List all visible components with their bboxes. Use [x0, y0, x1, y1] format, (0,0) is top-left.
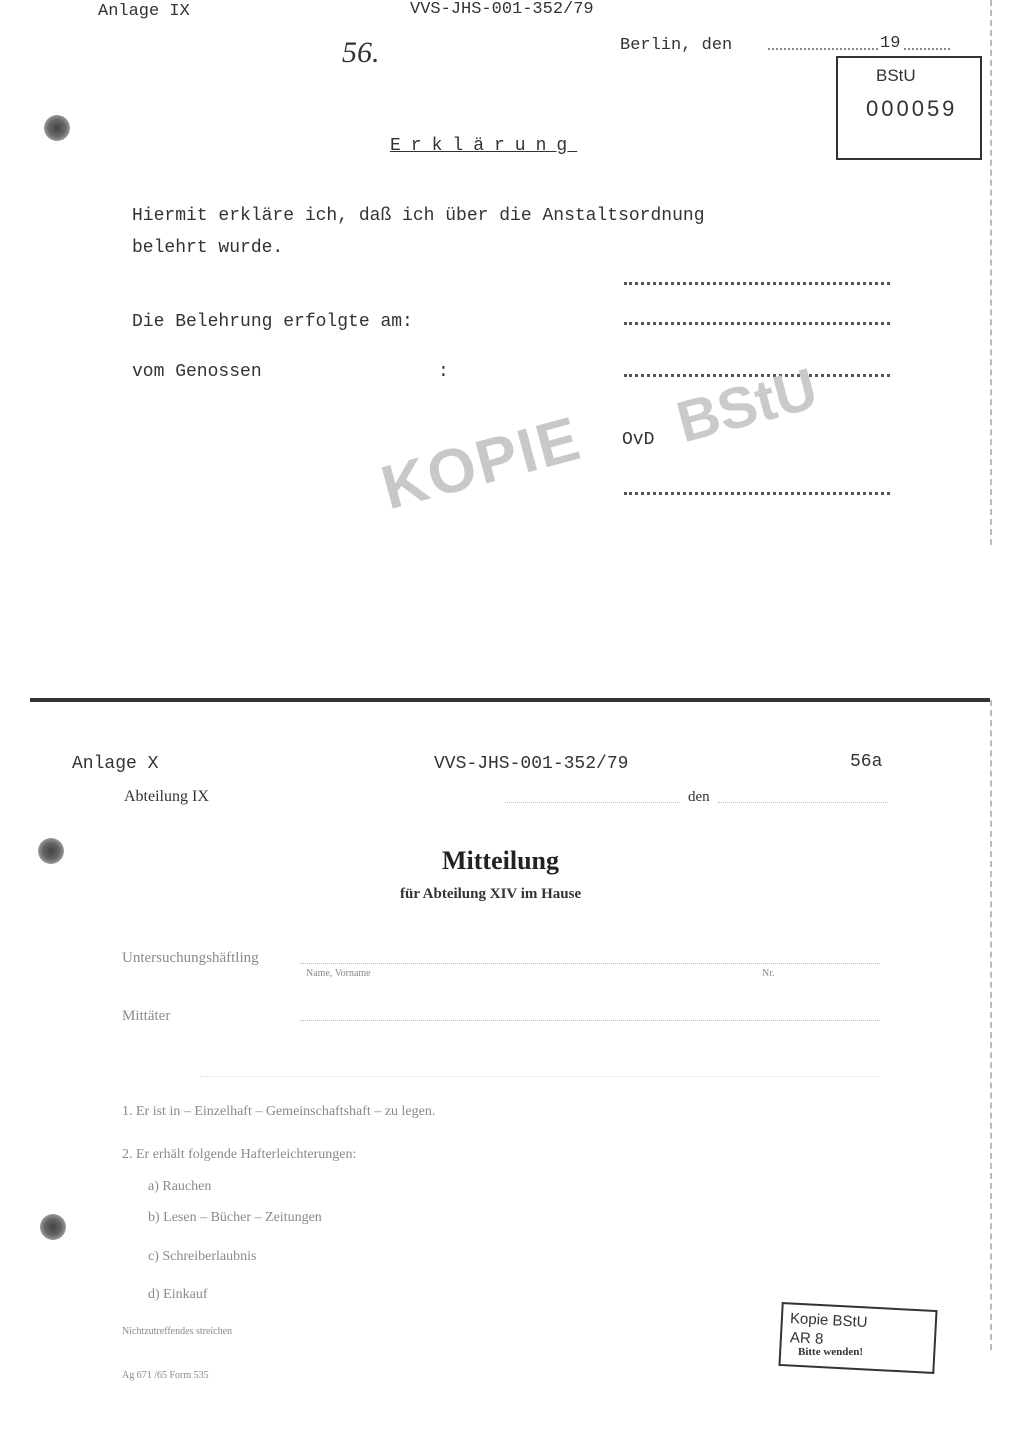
sub-item-b: b) Lesen – Bücher – Zeitungen: [148, 1210, 322, 1225]
form-code: Ag 671 /65 Form 535: [122, 1370, 209, 1381]
sub-item-c: c) Schreiberlaubnis: [148, 1249, 257, 1264]
item-2: 2. Er erhält folgende Hafterleichterungen:: [122, 1147, 357, 1162]
detainee-dotted-line: [300, 963, 880, 964]
accomplice-dotted-line: [300, 1020, 880, 1021]
signature-dotted-line: [624, 282, 890, 285]
field-comrade-colon: :: [438, 362, 449, 382]
accomplice-label: Mittäter: [122, 1008, 171, 1024]
top-body-line-2: belehrt wurde.: [132, 238, 284, 258]
top-place-date-label: Berlin, den: [620, 36, 733, 55]
item-1: 1. Er ist in – Einzelhaft – Gemeinschaftshaft – zu legen.: [122, 1104, 436, 1119]
top-reference-number: VVS-JHS-001-352/79: [410, 0, 594, 19]
accomplice-dotted-line-2: [200, 1076, 880, 1077]
footnote: Nichtzutreffendes streichen: [122, 1326, 233, 1337]
punch-hole-middle: [38, 838, 64, 864]
watermark-bstu: BStU: [670, 355, 824, 456]
sub-item-a: a) Rauchen: [148, 1179, 212, 1194]
top-date-year-dots: [904, 48, 950, 50]
field-date-dotted-line: [624, 322, 890, 325]
please-turn-note: Bitte wenden!: [798, 1346, 864, 1358]
top-date-year-fragment: 19: [880, 34, 901, 53]
name-caption: Name, Vorname: [306, 968, 371, 979]
bottom-den-label: den: [688, 789, 710, 805]
ovd-label: OvD: [622, 430, 655, 450]
detainee-label: Untersuchungshäftling: [122, 950, 259, 966]
page-separator-line: [30, 698, 990, 702]
archive-stamp-label: BStU: [876, 66, 916, 85]
top-date-dotted-line: [768, 48, 878, 50]
top-handwritten-page-number: 56.: [342, 36, 380, 69]
bottom-subtitle: für Abteilung XIV im Hause: [400, 886, 582, 902]
ovd-dotted-line: [624, 492, 890, 495]
archive-stamp-number: 000059: [866, 96, 958, 121]
top-title: Erklärung: [390, 136, 578, 156]
bottom-right-edge-scan-shadow: [990, 700, 996, 1350]
bottom-page-number: 56a: [850, 752, 883, 772]
punch-hole-top: [44, 115, 70, 141]
bottom-annex-label: Anlage X: [72, 754, 159, 774]
copy-stamp-line-2: AR 8: [789, 1329, 824, 1348]
watermark-kopie: KOPIE: [374, 403, 589, 524]
top-body-line-1: Hiermit erkläre ich, daß ich über die Anstaltsordnung: [132, 206, 705, 226]
sub-item-d: d) Einkauf: [148, 1287, 208, 1302]
top-annex-label: Anlage IX: [98, 2, 190, 21]
field-date-label: Die Belehrung erfolgte am:: [132, 312, 413, 332]
bottom-date-dotted-line: [718, 802, 888, 803]
copy-stamp-line-1: Kopie BStU: [789, 1309, 868, 1332]
bottom-place-dotted-line: [505, 802, 680, 803]
bottom-title: Mitteilung: [442, 846, 559, 875]
bottom-reference-number: VVS-JHS-001-352/79: [434, 754, 629, 774]
bottom-department: Abteilung IX: [124, 788, 209, 805]
nr-caption: Nr.: [762, 968, 775, 979]
field-comrade-label: vom Genossen: [132, 362, 262, 382]
top-right-edge-scan-shadow: [990, 0, 996, 545]
punch-hole-bottom: [40, 1214, 66, 1240]
